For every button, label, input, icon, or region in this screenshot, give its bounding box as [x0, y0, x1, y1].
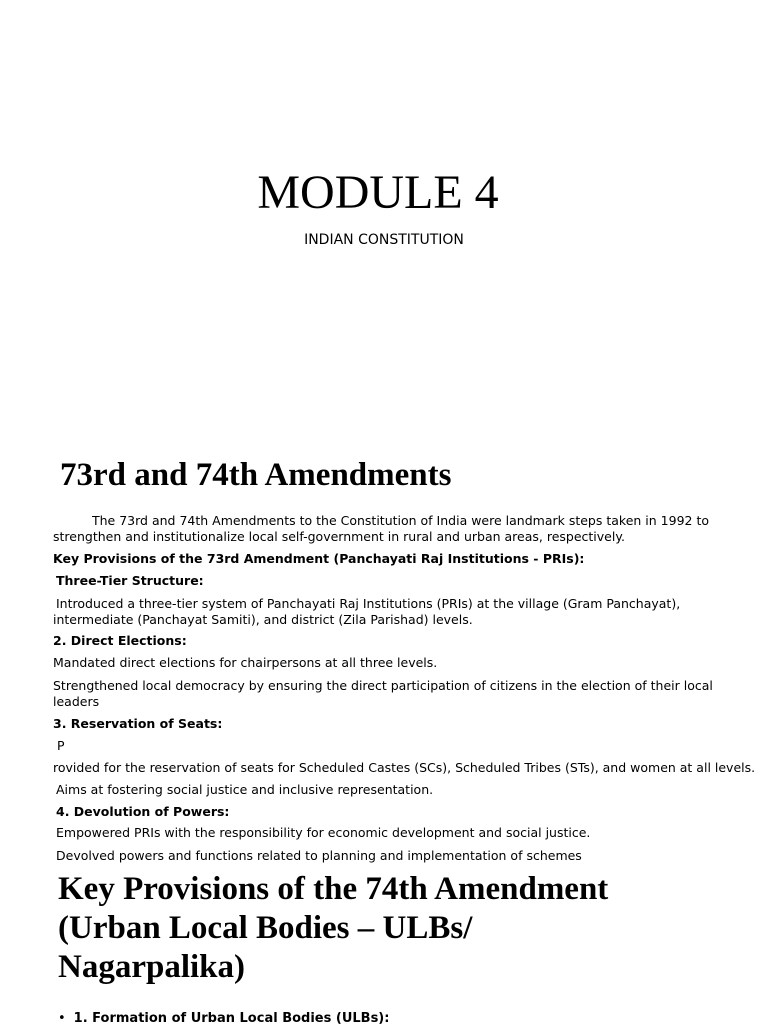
section-heading-74-line: Key Provisions of the 74th Amendment: [58, 871, 609, 907]
section-heading-74-line: Nagarpalika): [58, 949, 246, 985]
section-heading-73-74: 73rd and 74th Amendments: [60, 457, 452, 493]
bullet-icon: •: [58, 1011, 66, 1026]
provision-heading-reservation: 3. Reservation of Seats:: [53, 716, 223, 731]
intro-paragraph-line: The 73rd and 74th Amendments to the Constitution of India were landmark steps taken in 1992 to: [92, 513, 709, 528]
provision-text: Devolved powers and functions related to planning and implementation of schemes: [56, 848, 582, 863]
key-provisions-73-heading: Key Provisions of the 73rd Amendment (Panchayati Raj Institutions - PRIs):: [53, 551, 585, 566]
provision-text: Aims at fostering social justice and inclusive representation.: [56, 782, 434, 797]
list-item: [58, 1010, 389, 1028]
section-heading-74-line: (Urban Local Bodies – ULBs/: [58, 910, 473, 946]
provision-text: intermediate (Panchayat Samiti), and district (Zila Parishad) levels.: [53, 612, 473, 627]
provision-text: Strengthened local democracy by ensuring the direct participation of citizens in the election of their local: [53, 678, 713, 693]
provision-text: leaders: [53, 694, 100, 709]
provision-text: Mandated direct elections for chairpersons at all three levels.: [53, 655, 438, 670]
provision-heading-three-tier: Three-Tier Structure:: [56, 573, 204, 588]
module-subtitle: INDIAN CONSTITUTION: [304, 232, 464, 248]
provision-text: Introduced a three-tier system of Panchayati Raj Institutions (PRIs) at the village (Gram Panchayat),: [56, 596, 681, 611]
section-heading-74: [58, 870, 608, 987]
module-title: MODULE 4: [257, 166, 499, 219]
list-item-text: 1. Formation of Urban Local Bodies (ULBs):: [73, 1011, 390, 1026]
intro-paragraph-line: strengthen and institutionalize local self-government in rural and urban areas, respectively.: [53, 529, 625, 544]
provision-heading-direct-elections: 2. Direct Elections:: [53, 633, 187, 648]
provision-text: Empowered PRIs with the responsibility for economic development and social justice.: [56, 825, 591, 840]
provision-text: rovided for the reservation of seats for Scheduled Castes (SCs), Scheduled Tribes (STs), and women at all levels.: [53, 760, 756, 775]
provision-heading-devolution: 4. Devolution of Powers:: [56, 804, 230, 819]
provision-text: P: [57, 738, 65, 753]
